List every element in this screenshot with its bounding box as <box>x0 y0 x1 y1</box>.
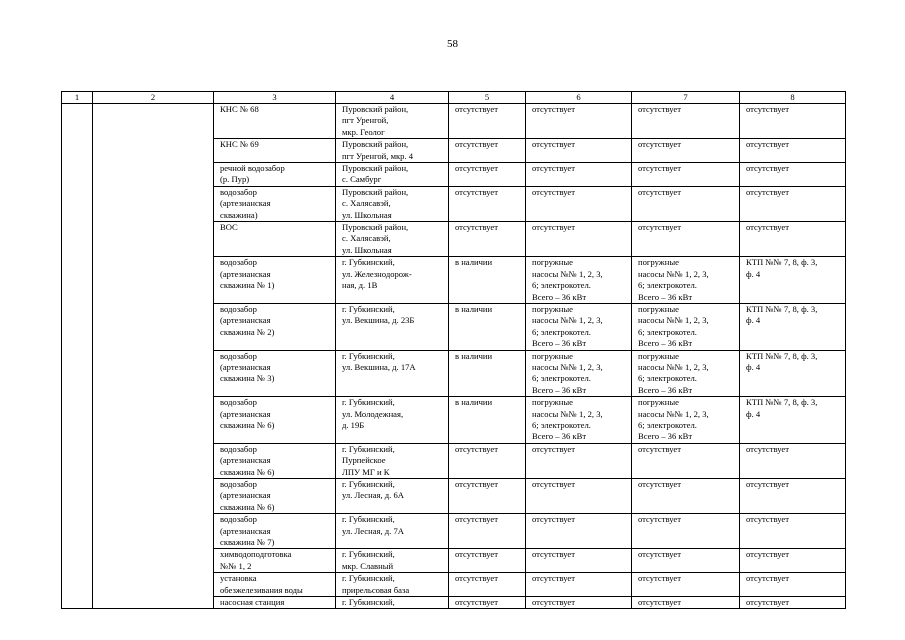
power-source-cell: отсутствует <box>740 597 846 609</box>
availability-cell: отсутствует <box>449 186 526 221</box>
consumers-cell: отсутствует <box>526 514 632 549</box>
consumers-cell: отсутствует <box>632 186 740 221</box>
consumers-cell: отсутствует <box>632 514 740 549</box>
consumers-cell: отсутствует <box>526 104 632 139</box>
table-row <box>62 104 846 139</box>
availability-cell: отсутствует <box>449 443 526 478</box>
power-source-cell: отсутствует <box>740 479 846 514</box>
consumers-cell: отсутствует <box>526 186 632 221</box>
page-number: 58 <box>447 38 458 50</box>
power-source-cell: отсутствует <box>740 549 846 573</box>
availability-cell: отсутствует <box>449 514 526 549</box>
address-cell: г. Губкинский, ул. Молодежная, д. 19Б <box>336 397 449 444</box>
facility-name-cell: КНС № 69 <box>214 139 336 163</box>
availability-cell: отсутствует <box>449 139 526 163</box>
data-table <box>61 91 846 609</box>
power-source-cell: отсутствует <box>740 573 846 597</box>
consumers-cell: отсутствует <box>526 597 632 609</box>
address-cell: г. Губкинский, ул. Железнодорож- ная, д. 1В <box>336 257 449 304</box>
merged-cell-col-1 <box>62 104 93 609</box>
power-source-cell: КТП №№ 7, 8, ф. 3, ф. 4 <box>740 350 846 397</box>
consumers-cell: отсутствует <box>632 104 740 139</box>
availability-cell: отсутствует <box>449 479 526 514</box>
availability-cell: в наличии <box>449 303 526 350</box>
address-cell: г. Губкинский, мкр. Славный <box>336 549 449 573</box>
consumers-cell: отсутствует <box>632 549 740 573</box>
power-source-cell: отсутствует <box>740 514 846 549</box>
power-source-cell: отсутствует <box>740 104 846 139</box>
power-source-cell: отсутствует <box>740 139 846 163</box>
address-cell: г. Губкинский, ул. Векшина, д. 23Б <box>336 303 449 350</box>
consumers-cell: отсутствует <box>632 139 740 163</box>
facility-name-cell: установка обезжелезивания воды <box>214 573 336 597</box>
column-number: 5 <box>449 92 526 104</box>
availability-cell: в наличии <box>449 257 526 304</box>
consumers-cell: отсутствует <box>632 163 740 187</box>
consumers-cell: погружные насосы №№ 1, 2, 3, 6; электрокотел. Всего – 36 кВт <box>632 257 740 304</box>
power-source-cell: отсутствует <box>740 222 846 257</box>
facility-name-cell: КНС № 68 <box>214 104 336 139</box>
availability-cell: отсутствует <box>449 549 526 573</box>
address-cell: г. Губкинский, <box>336 597 449 609</box>
column-number: 8 <box>740 92 846 104</box>
facility-name-cell: водозабор (артезианская скважина № 6) <box>214 397 336 444</box>
consumers-cell: погружные насосы №№ 1, 2, 3, 6; электрокотел. Всего – 36 кВт <box>526 257 632 304</box>
consumers-cell: отсутствует <box>526 549 632 573</box>
merged-cell-col-2 <box>93 104 214 609</box>
address-cell: г. Губкинский, прирельсовая база <box>336 573 449 597</box>
address-cell: Пуровский район, с. Халясавэй, ул. Школьная <box>336 222 449 257</box>
power-source-cell: отсутствует <box>740 163 846 187</box>
column-number: 4 <box>336 92 449 104</box>
facility-name-cell: водозабор (артезианская скважина № 2) <box>214 303 336 350</box>
column-number: 6 <box>526 92 632 104</box>
consumers-cell: погружные насосы №№ 1, 2, 3, 6; электрокотел. Всего – 36 кВт <box>632 397 740 444</box>
address-cell: Пуровский район, пгт Уренгой, мкр. 4 <box>336 139 449 163</box>
consumers-cell: отсутствует <box>632 443 740 478</box>
address-cell: г. Губкинский, ул. Векшина, д. 17А <box>336 350 449 397</box>
column-number: 3 <box>214 92 336 104</box>
power-source-cell: отсутствует <box>740 186 846 221</box>
consumers-cell: отсутствует <box>526 479 632 514</box>
facility-name-cell: насосная станция <box>214 597 336 609</box>
availability-cell: отсутствует <box>449 163 526 187</box>
column-number: 7 <box>632 92 740 104</box>
consumers-cell: отсутствует <box>632 597 740 609</box>
consumers-cell: отсутствует <box>526 163 632 187</box>
address-cell: г. Губкинский, ул. Лесная, д. 6А <box>336 479 449 514</box>
column-number: 1 <box>62 92 93 104</box>
consumers-cell: отсутствует <box>526 573 632 597</box>
consumers-cell: погружные насосы №№ 1, 2, 3, 6; электрокотел. Всего – 36 кВт <box>632 350 740 397</box>
consumers-cell: отсутствует <box>526 443 632 478</box>
facility-name-cell: водозабор (артезианская скважина № 6) <box>214 443 336 478</box>
consumers-cell: погружные насосы №№ 1, 2, 3, 6; электрокотел. Всего – 36 кВт <box>526 350 632 397</box>
power-source-cell: КТП №№ 7, 8, ф. 3, ф. 4 <box>740 257 846 304</box>
availability-cell: отсутствует <box>449 222 526 257</box>
consumers-cell: отсутствует <box>632 222 740 257</box>
address-cell: Пуровский район, с. Халясавэй, ул. Школьная <box>336 186 449 221</box>
consumers-cell: погружные насосы №№ 1, 2, 3, 6; электрокотел. Всего – 36 кВт <box>526 303 632 350</box>
availability-cell: отсутствует <box>449 573 526 597</box>
power-source-cell: отсутствует <box>740 443 846 478</box>
facility-name-cell: водозабор (артезианская скважина № 7) <box>214 514 336 549</box>
consumers-cell: отсутствует <box>632 573 740 597</box>
address-cell: г. Губкинский, ул. Лесная, д. 7А <box>336 514 449 549</box>
availability-cell: в наличии <box>449 397 526 444</box>
consumers-cell: отсутствует <box>526 222 632 257</box>
address-cell: г. Губкинский, Пурпейское ЛПУ МГ и К <box>336 443 449 478</box>
facility-name-cell: ВОС <box>214 222 336 257</box>
facility-name-cell: речной водозабор (р. Пур) <box>214 163 336 187</box>
address-cell: Пуровский район, с. Самбург <box>336 163 449 187</box>
address-cell: Пуровский район, пгт Уренгой, мкр. Геолог <box>336 104 449 139</box>
facility-name-cell: водозабор (артезианская скважина № 1) <box>214 257 336 304</box>
consumers-cell: погружные насосы №№ 1, 2, 3, 6; электрокотел. Всего – 36 кВт <box>526 397 632 444</box>
availability-cell: отсутствует <box>449 104 526 139</box>
availability-cell: в наличии <box>449 350 526 397</box>
consumers-cell: отсутствует <box>526 139 632 163</box>
power-source-cell: КТП №№ 7, 8, ф. 3, ф. 4 <box>740 303 846 350</box>
power-source-cell: КТП №№ 7, 8, ф. 3, ф. 4 <box>740 397 846 444</box>
consumers-cell: погружные насосы №№ 1, 2, 3, 6; электрокотел. Всего – 36 кВт <box>632 303 740 350</box>
facility-name-cell: водозабор (артезианская скважина № 3) <box>214 350 336 397</box>
consumers-cell: отсутствует <box>632 479 740 514</box>
facility-name-cell: водозабор (артезианская скважина № 6) <box>214 479 336 514</box>
facility-name-cell: химводоподготовка №№ 1, 2 <box>214 549 336 573</box>
facility-name-cell: водозабор (артезианская скважина) <box>214 186 336 221</box>
header-row <box>62 92 846 104</box>
availability-cell: отсутствует <box>449 597 526 609</box>
column-number: 2 <box>93 92 214 104</box>
